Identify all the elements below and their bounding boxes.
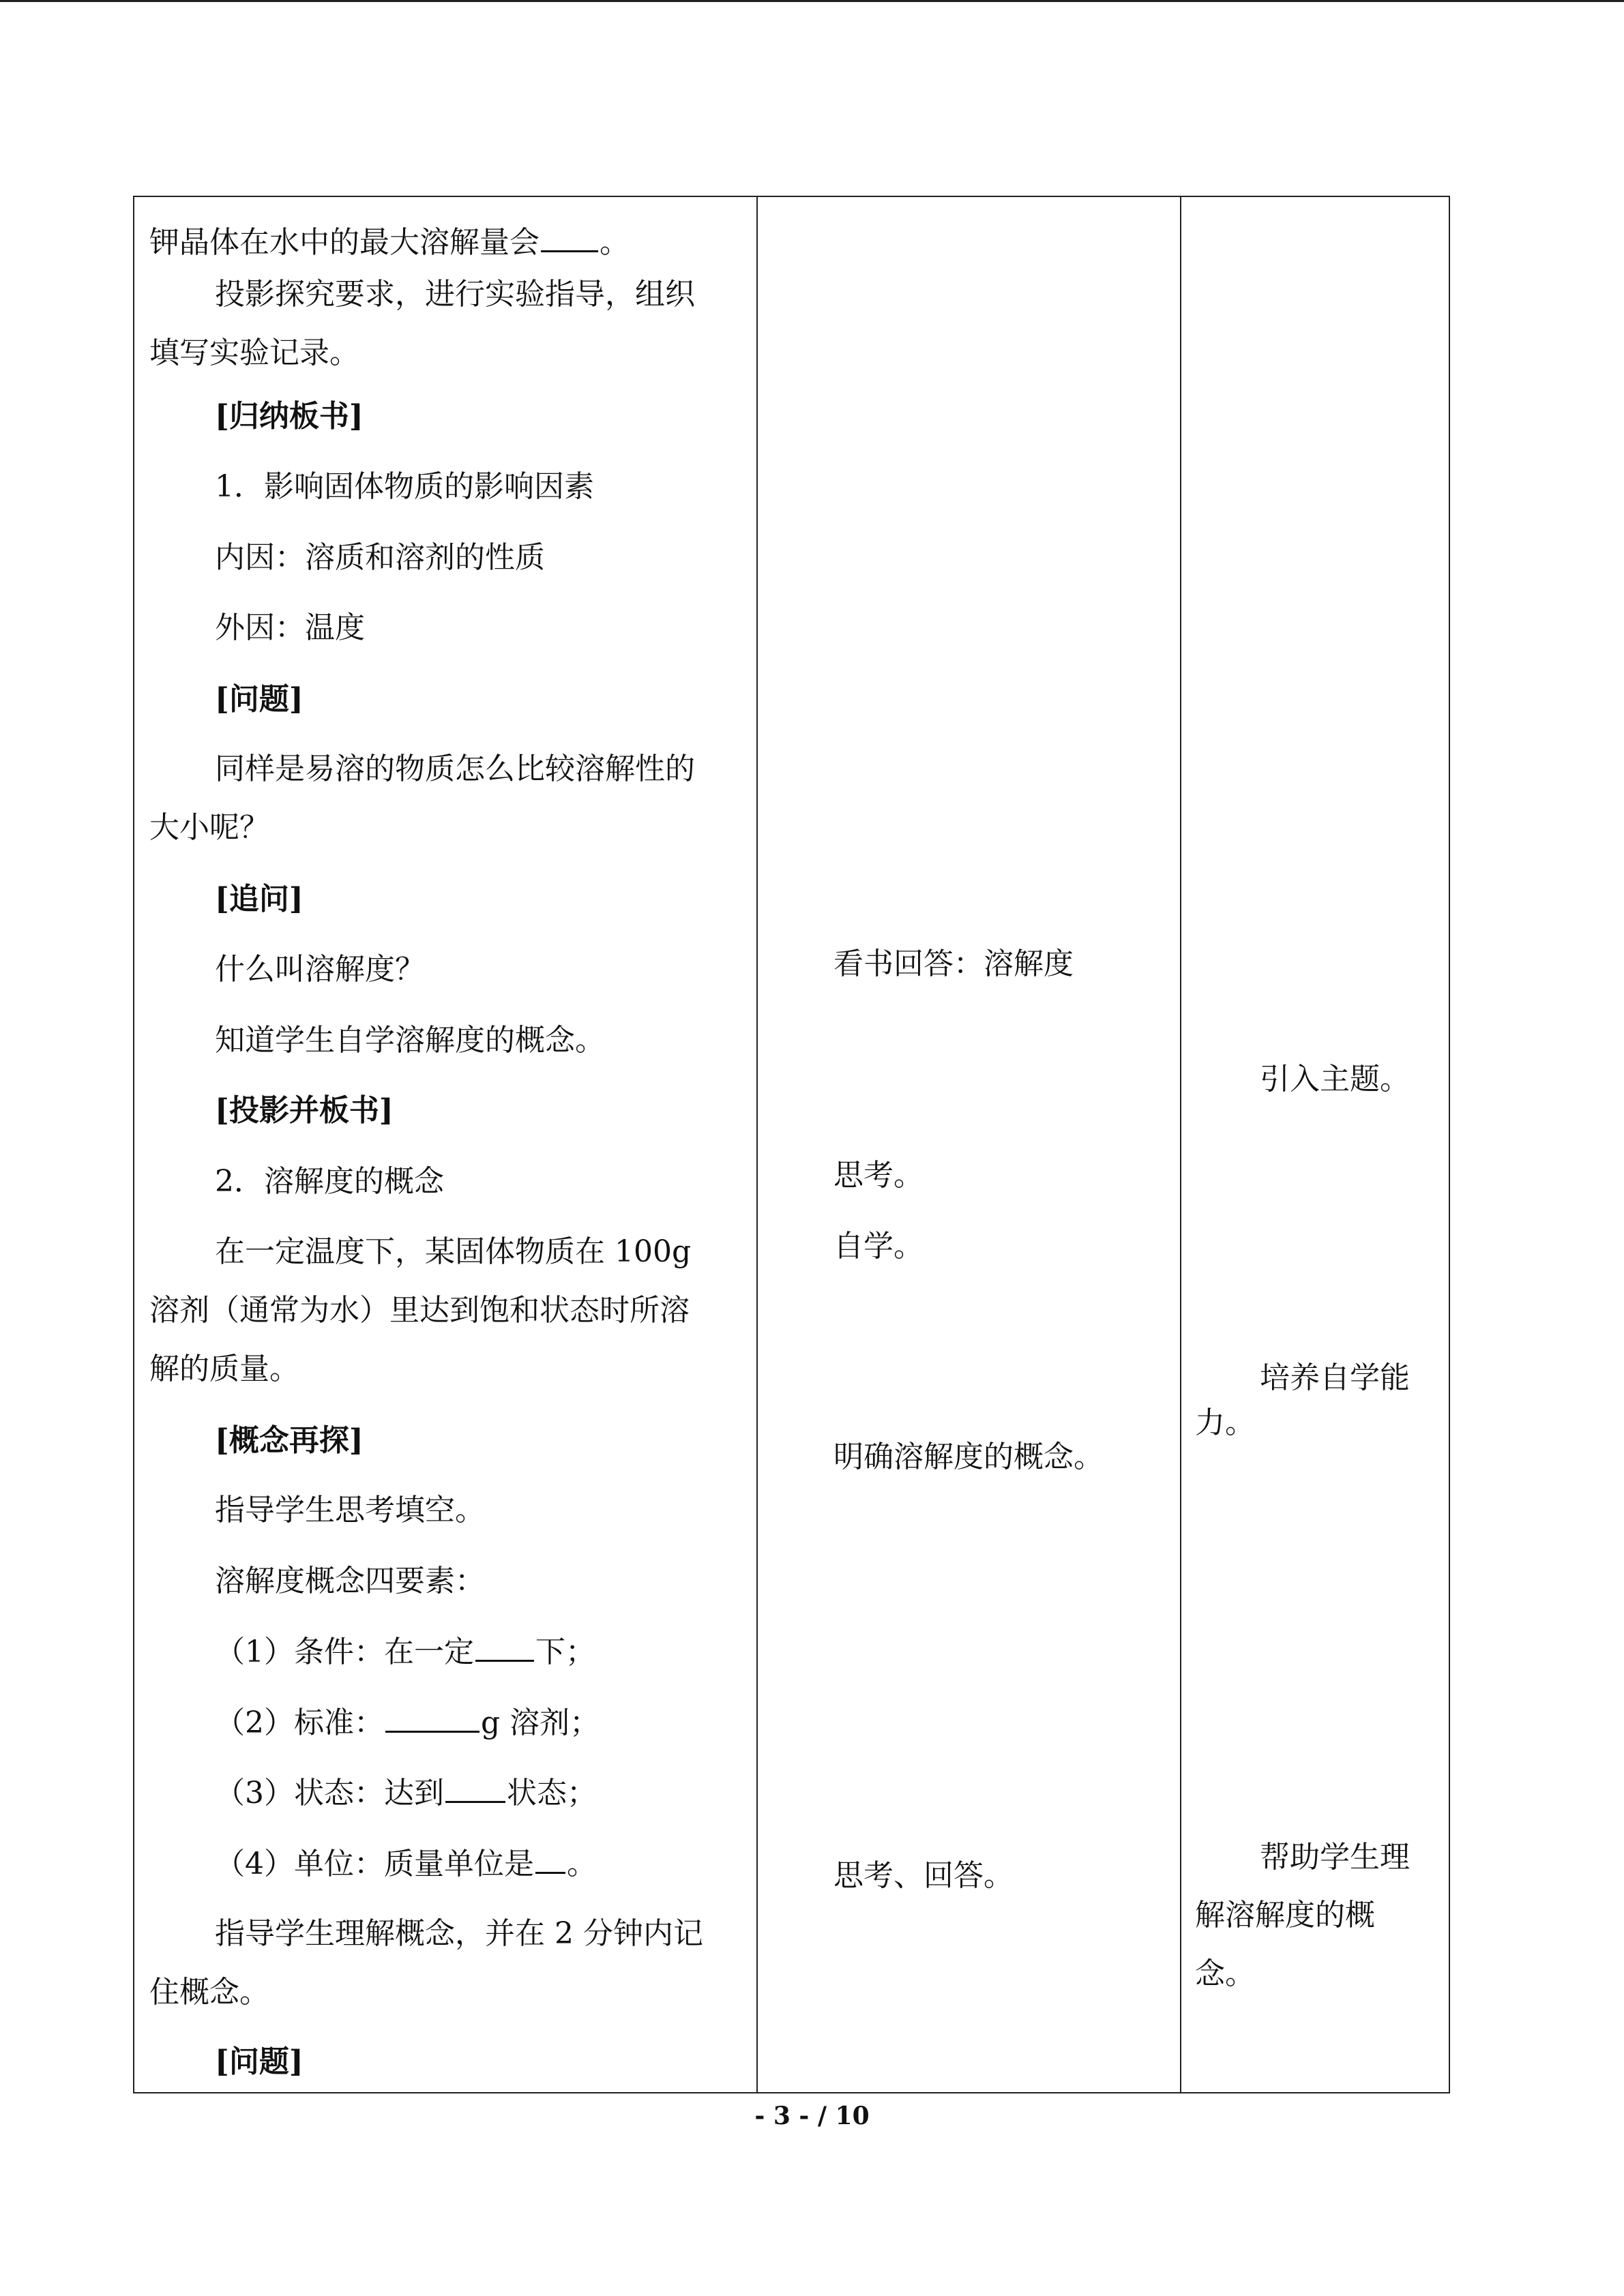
fill-blank (541, 224, 598, 252)
intent-line-2a: 培养自学能 (1260, 1360, 1410, 1395)
teacher-line-13: 知道学生自学溶解度的概念。 (215, 1023, 605, 1058)
teacher-line-1 (149, 224, 630, 260)
intent-line-3c: 念。 (1195, 1956, 1255, 1991)
teacher-line-22-text: （1）条件：在一定 (215, 1635, 474, 1669)
teacher-line-22-end: 下； (535, 1635, 595, 1669)
teacher-line-6: 内因：溶质和溶剂的性质 (215, 540, 545, 575)
teacher-line-24 (215, 1775, 597, 1811)
lesson-plan-table (133, 196, 1450, 2093)
teacher-line-18: 解的质量。 (149, 1352, 299, 1386)
teacher-line-23-text: （2）标准： (215, 1705, 384, 1740)
fill-blank (445, 1775, 505, 1803)
student-line-3: 自学。 (833, 1229, 924, 1264)
teacher-line-5: 1．影响固体物质的影响因素 (215, 469, 594, 504)
teacher-line-2: 投影探究要求，进行实验指导，组织 (215, 277, 695, 312)
teacher-line-9: 同样是易溶的物质怎么比较溶解性的 (215, 751, 695, 786)
intent-line-3b: 解溶解度的概 (1195, 1898, 1375, 1933)
heading-summary: [归纳板书] (215, 399, 364, 434)
heading-followup: [追问] (215, 882, 304, 916)
teacher-line-22 (215, 1634, 595, 1670)
heading-question-2: [问题] (215, 2044, 304, 2079)
teacher-line-23 (215, 1705, 600, 1741)
teacher-line-23-end: g 溶剂； (481, 1705, 600, 1740)
teacher-line-10: 大小呢？ (149, 810, 269, 845)
teacher-activity-column (134, 197, 756, 2092)
intent-line-3a: 帮助学生理 (1260, 1840, 1410, 1875)
teacher-line-26: 指导学生理解概念，并在 2 分钟内记 (215, 1916, 703, 1951)
teacher-line-7: 外因：温度 (215, 610, 365, 645)
top-border-rule (0, 0, 1624, 2)
heading-question-1: [问题] (215, 682, 304, 717)
teacher-line-25-text: （4）单位：质量单位是 (215, 1847, 534, 1881)
heading-reexplore: [概念再探] (215, 1423, 364, 1458)
teacher-line-3: 填写实验记录。 (149, 336, 359, 370)
student-line-2: 思考。 (833, 1158, 924, 1193)
teacher-line-17: 溶剂（通常为水）里达到饱和状态时所溶 (149, 1293, 690, 1328)
teacher-line-24-text: （3）状态：达到 (215, 1776, 444, 1810)
page-number: - 3 - / 10 (754, 2102, 870, 2130)
teacher-line-20: 指导学生思考填空。 (215, 1493, 485, 1527)
intent-line-2b: 力。 (1195, 1405, 1255, 1440)
teacher-line-27: 住概念。 (149, 1975, 269, 2010)
student-activity-column (758, 197, 1180, 2092)
fill-blank (385, 1705, 479, 1733)
teacher-line-21: 溶解度概念四要素： (215, 1564, 485, 1598)
intent-line-1: 引入主题。 (1260, 1062, 1410, 1097)
teacher-line-24-end: 状态； (507, 1776, 597, 1810)
teacher-line-12: 什么叫溶解度？ (215, 952, 425, 987)
fill-blank (535, 1846, 565, 1874)
teacher-line-1-text: 钾晶体在水中的最大溶解量会 (149, 225, 540, 260)
design-intent-column (1181, 197, 1450, 2092)
student-line-5: 思考、回答。 (833, 1858, 1014, 1893)
teacher-line-1-end: 。 (600, 225, 630, 260)
teacher-line-16: 在一定温度下，某固体物质在 100g (215, 1234, 692, 1269)
student-line-1: 看书回答：溶解度 (833, 946, 1074, 981)
teacher-line-25-end: 。 (567, 1847, 597, 1881)
student-line-4: 明确溶解度的概念。 (833, 1440, 1104, 1474)
teacher-line-25 (215, 1846, 597, 1882)
heading-project-board: [投影并板书] (215, 1093, 394, 1128)
fill-blank (475, 1634, 534, 1662)
teacher-line-15: 2．溶解度的概念 (215, 1164, 444, 1199)
